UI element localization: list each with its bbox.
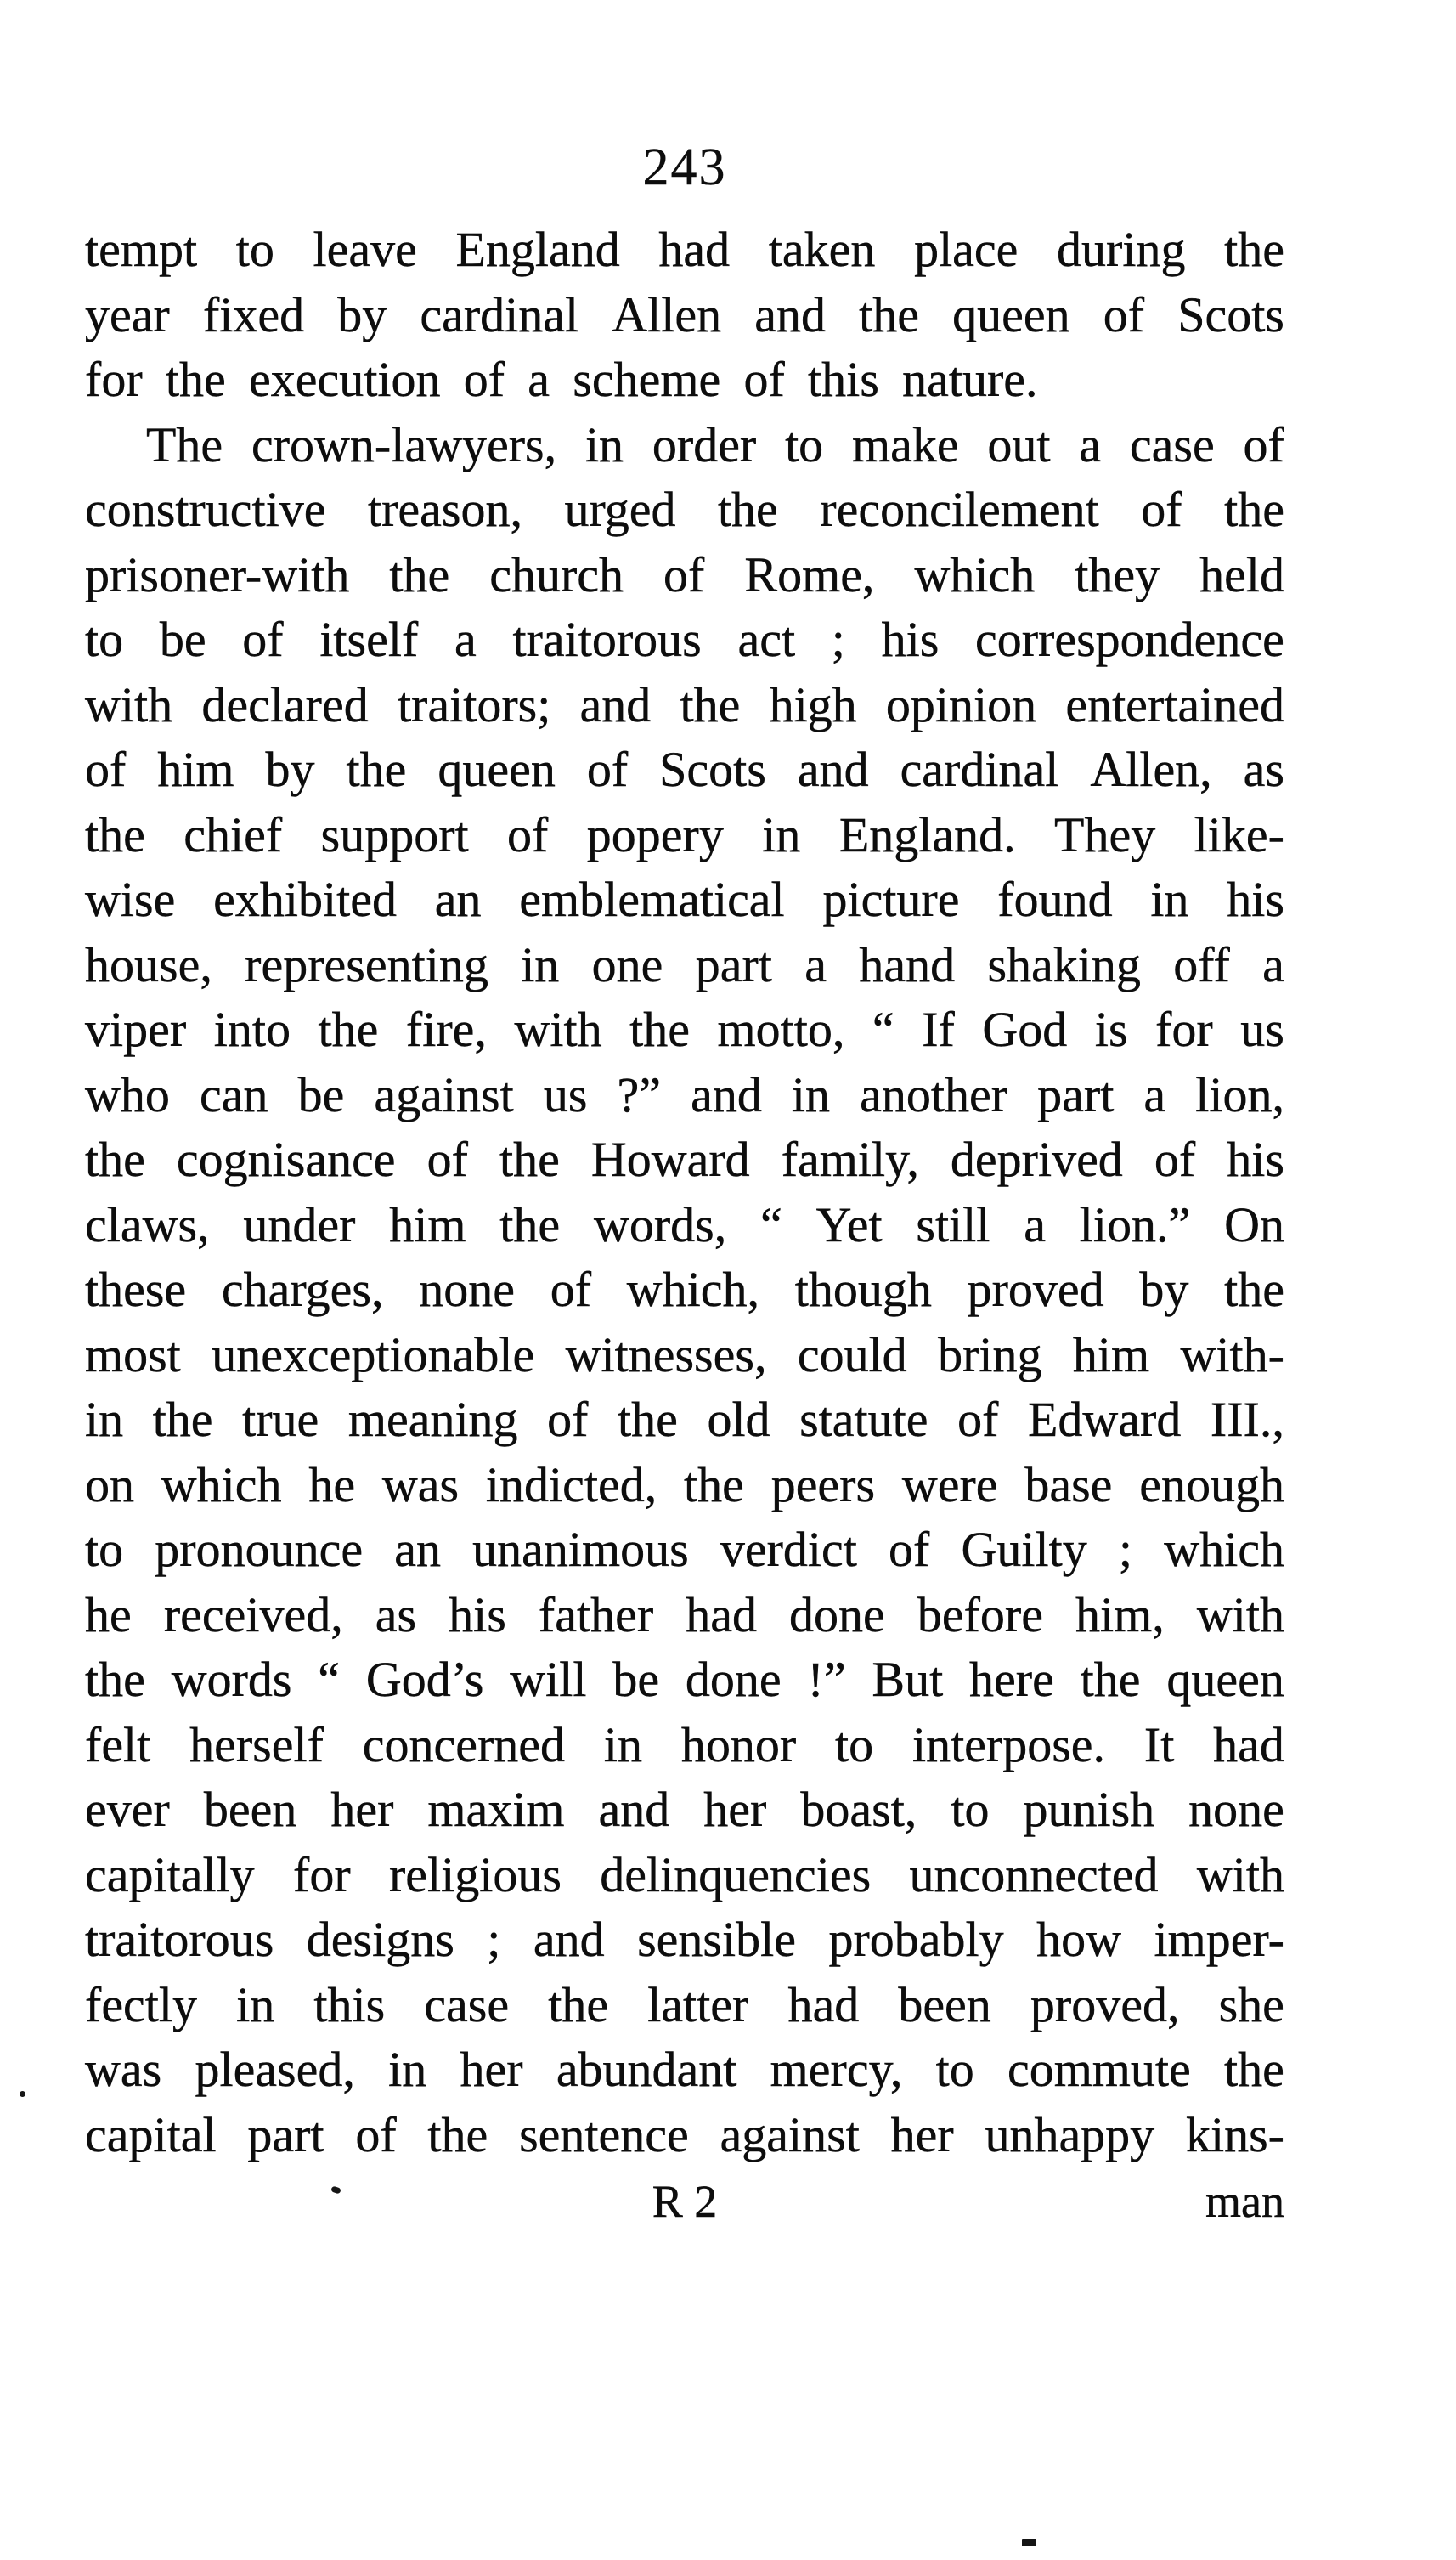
text-line: was pleased, in her abundant mercy, to commute the bbox=[85, 2042, 1284, 2097]
page-number: 243 bbox=[642, 138, 727, 196]
text-line: of him by the queen of Scots and cardinal Allen, as bbox=[85, 742, 1284, 797]
text-line: house, representing in one part a hand shaking off a bbox=[85, 936, 1284, 992]
text-line: fectly in this case the latter had been proved, she bbox=[85, 1976, 1284, 2032]
text-line: with declared traitors; and the high opinion entertained bbox=[85, 676, 1284, 732]
text-line: tempt to leave England had taken place during the bbox=[85, 222, 1284, 277]
text-line: capital part of the sentence against her unhappy kins- bbox=[85, 2106, 1284, 2162]
text-line: in the true meaning of the old statute of Edward III., bbox=[85, 1392, 1284, 1447]
text-line: constructive treason, urged the reconcilement of the bbox=[85, 482, 1284, 537]
press-signature: R 2 bbox=[652, 2176, 718, 2227]
text-line: capitally for religious delinquencies unconnected with bbox=[85, 1846, 1284, 1902]
text-line: viper into the fire, with the motto, “ If God is for us bbox=[85, 1002, 1284, 1057]
signature-row bbox=[85, 2169, 1284, 2234]
text-line: traitorous designs ; and sensible probably how imper- bbox=[85, 1912, 1284, 1967]
text-line: on which he was indicted, the peers were base enough bbox=[85, 1456, 1284, 1512]
text-line: the cognisance of the Howard family, deprived of his bbox=[85, 1132, 1284, 1187]
text-line: claws, under him the words, “ Yet still a lion.” On bbox=[85, 1196, 1284, 1252]
catchword: man bbox=[1205, 2176, 1284, 2227]
text-line: to be of itself a traitorous act ; his correspondence bbox=[85, 612, 1284, 667]
text-line: he received, as his father had done before him, with bbox=[85, 1586, 1284, 1642]
text-line: ever been her maxim and her boast, to punish none bbox=[85, 1782, 1284, 1837]
text-line: felt herself concerned in honor to interpose. It had bbox=[85, 1716, 1284, 1772]
ink-dash bbox=[1022, 2539, 1036, 2546]
text-line: prisoner-with the church of Rome, which they held bbox=[85, 546, 1284, 602]
text-line: to pronounce an unanimous verdict of Guilty ; which bbox=[85, 1522, 1284, 1577]
text-column bbox=[85, 218, 1284, 2167]
text-line: for the execution of a scheme of this nature. bbox=[85, 352, 1038, 407]
text-line: most unexceptionable witnesses, could bring him with- bbox=[85, 1326, 1284, 1382]
ink-speck bbox=[20, 2091, 25, 2097]
text-line: The crown-lawyers, in order to make out a case of bbox=[146, 416, 1284, 472]
text-line: the chief support of popery in England. They like- bbox=[85, 806, 1284, 862]
text-line: year fixed by cardinal Allen and the queen of Scots bbox=[85, 286, 1284, 342]
text-line: these charges, none of which, though proved by the bbox=[85, 1262, 1284, 1317]
text-line: the words “ God’s will be done !” But here the queen bbox=[85, 1652, 1284, 1707]
text-line: wise exhibited an emblematical picture found in his bbox=[85, 872, 1284, 927]
text-line: who can be against us ?” and in another part a lion, bbox=[85, 1066, 1284, 1122]
